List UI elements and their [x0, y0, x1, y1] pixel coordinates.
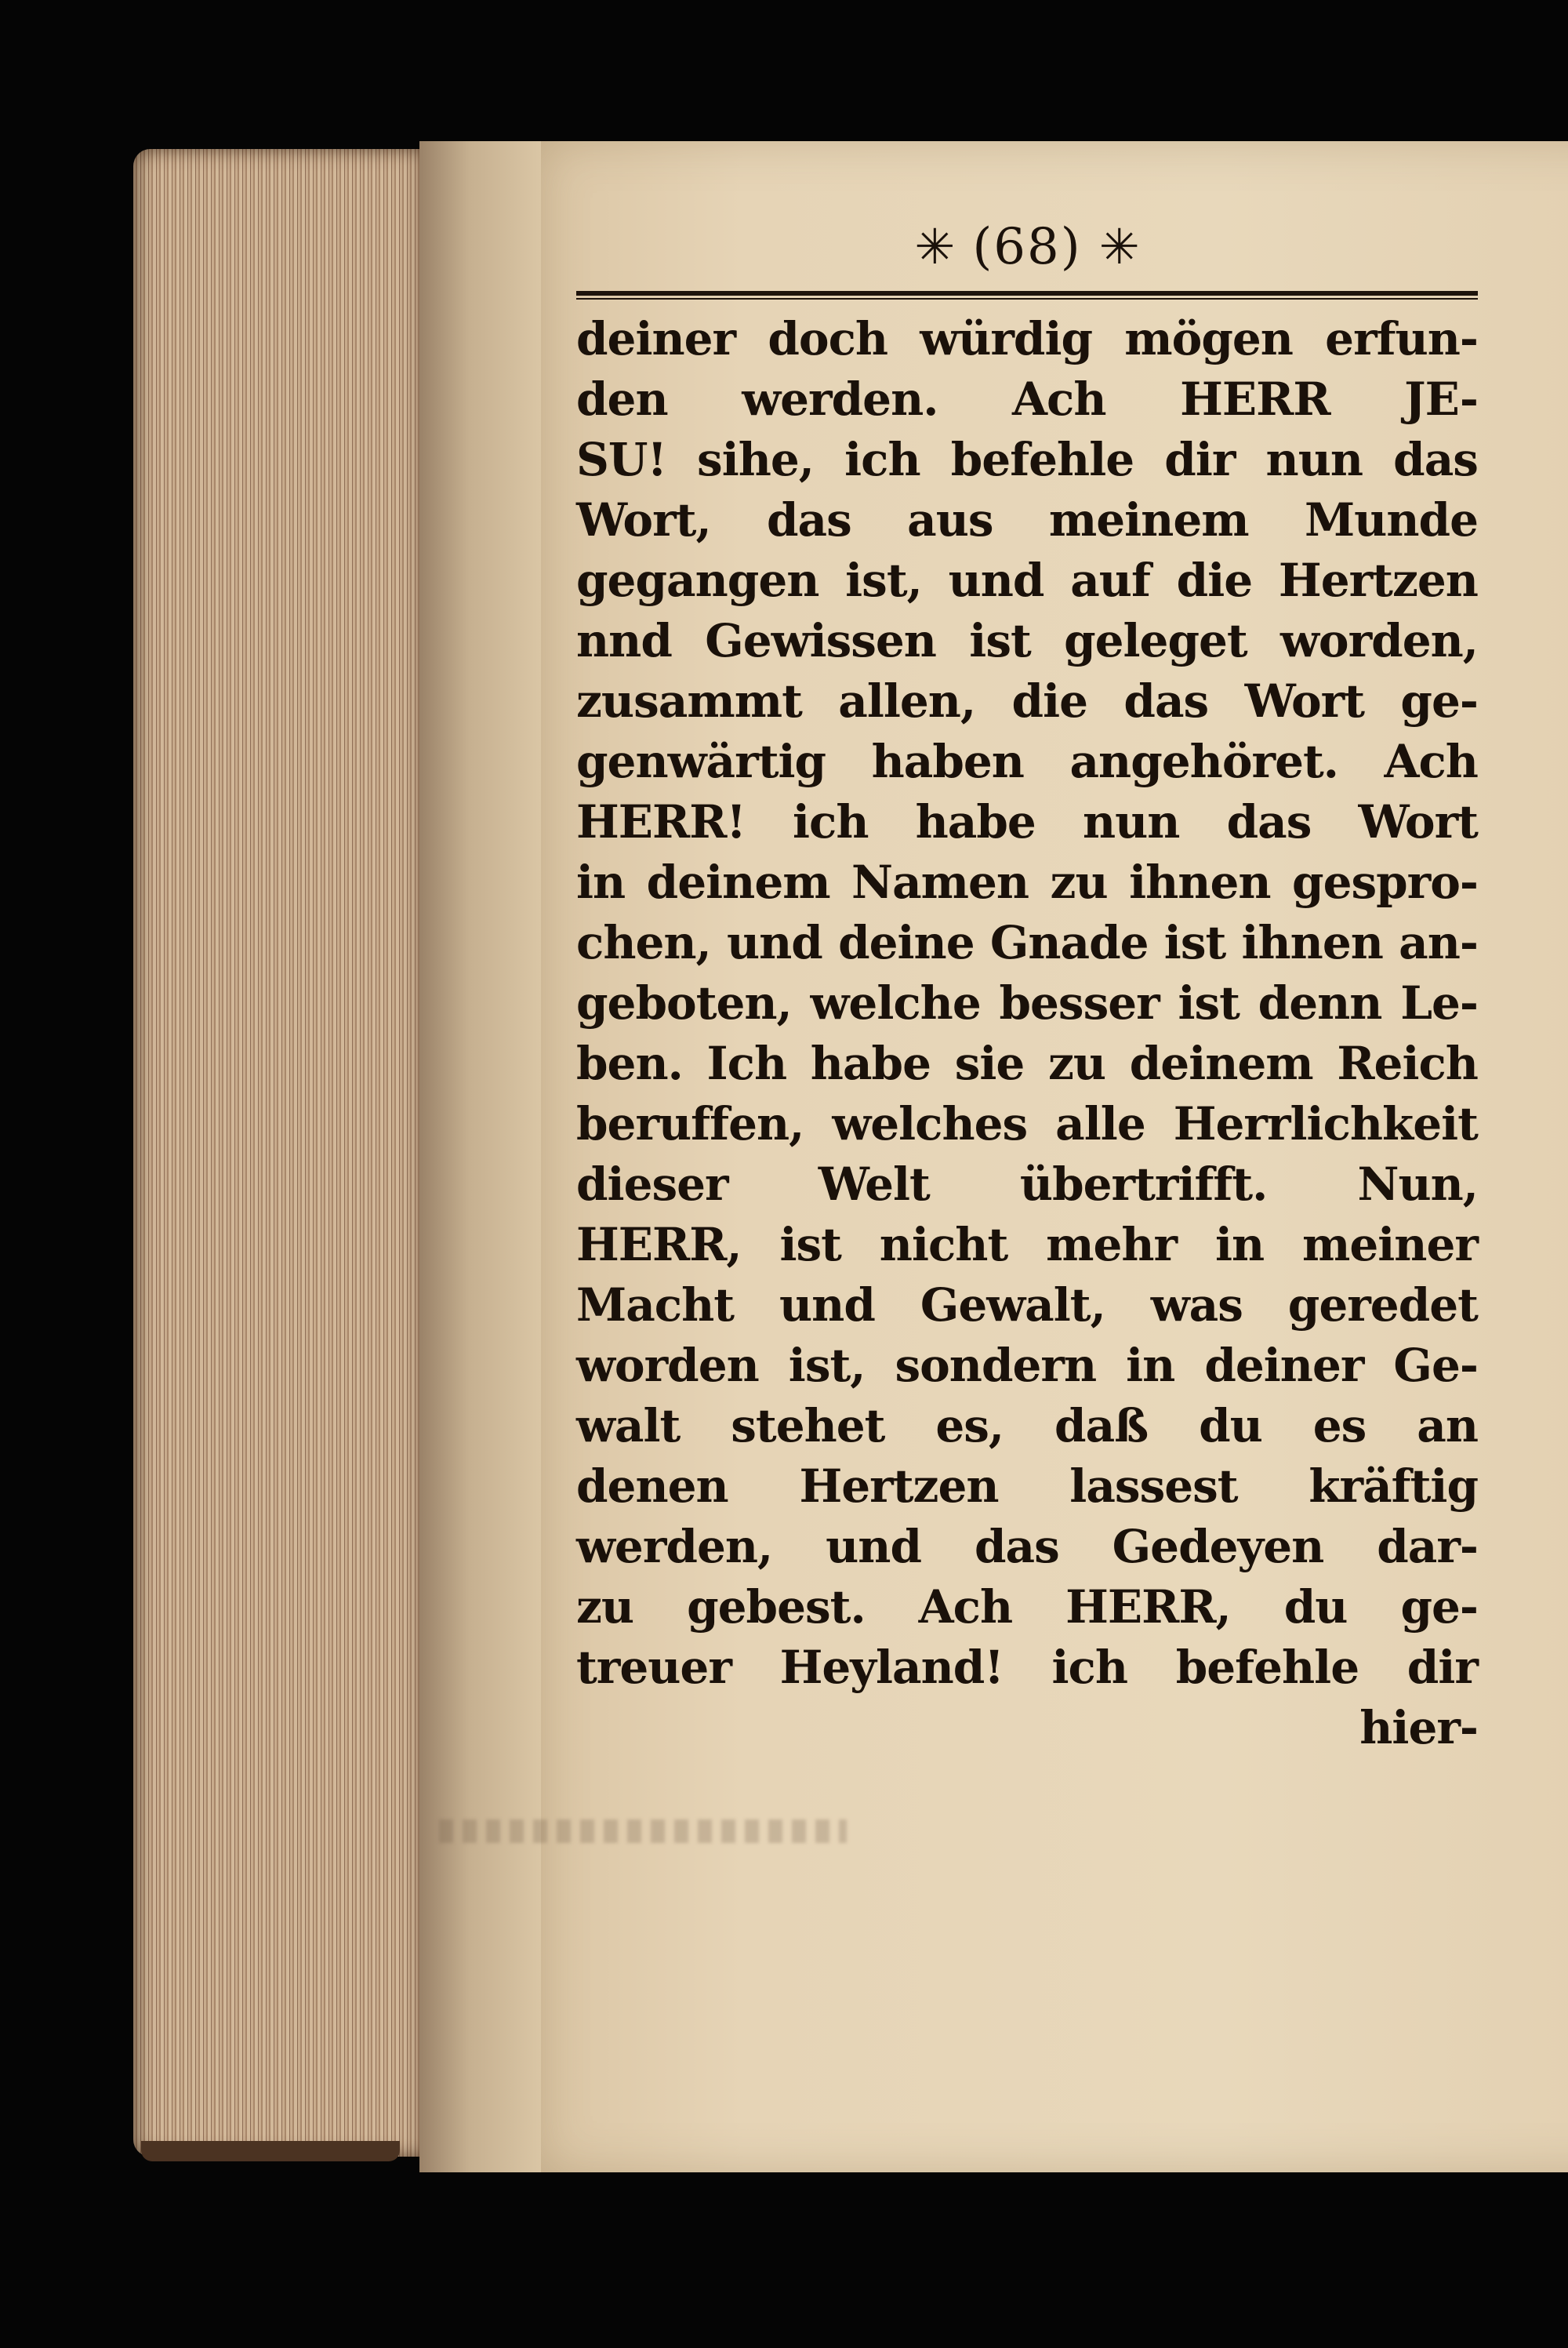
- text-line: [576, 1517, 1478, 1577]
- word: würdig: [920, 312, 1093, 365]
- word: denn: [1258, 976, 1382, 1030]
- catchword: hier-: [1359, 1701, 1478, 1754]
- word: in: [576, 856, 626, 909]
- text-line: [576, 309, 1478, 369]
- word: an: [1417, 1399, 1478, 1452]
- word: geboten,: [576, 976, 792, 1030]
- word: geredet: [1287, 1278, 1478, 1332]
- word: gegangen: [576, 554, 819, 607]
- word: zu: [1047, 1037, 1106, 1090]
- word: Reich: [1337, 1037, 1478, 1090]
- word: Ach: [1012, 373, 1106, 426]
- text-line: [576, 1094, 1478, 1154]
- word: nnd: [576, 614, 672, 667]
- word: erfun-: [1325, 312, 1478, 365]
- word: den: [576, 373, 668, 426]
- word: du: [1283, 1580, 1348, 1634]
- text-block: [576, 208, 1478, 1758]
- word: stehet: [731, 1399, 885, 1452]
- word: Namen: [851, 856, 1029, 909]
- text-line: [576, 1215, 1478, 1275]
- word: genwärtig: [576, 735, 826, 788]
- word: Wort: [1244, 674, 1365, 728]
- word: ist: [1163, 916, 1226, 969]
- word: treuer: [576, 1641, 731, 1694]
- word: es,: [935, 1399, 1004, 1452]
- word: HERR!: [576, 795, 746, 849]
- text-line: [576, 1396, 1478, 1456]
- word: das: [1123, 674, 1209, 728]
- word: doch: [768, 312, 888, 365]
- word: ge-: [1400, 674, 1478, 728]
- word: werden,: [576, 1520, 773, 1573]
- word: befehle: [950, 433, 1134, 486]
- word: ist: [779, 1218, 841, 1271]
- word: Le-: [1400, 976, 1478, 1030]
- word: alle: [1055, 1097, 1145, 1150]
- text-line: [576, 852, 1478, 913]
- word: werden.: [742, 373, 938, 426]
- word: auf: [1070, 554, 1150, 607]
- word: nun: [1265, 433, 1363, 486]
- word: ge-: [1400, 1580, 1478, 1634]
- word: meiner: [1302, 1218, 1478, 1271]
- word: was: [1150, 1278, 1243, 1332]
- word: befehle: [1175, 1641, 1359, 1694]
- word: besser: [999, 976, 1160, 1030]
- word: das: [766, 493, 851, 547]
- word: ist: [969, 614, 1031, 667]
- text-line: [576, 792, 1478, 852]
- text-line: [576, 1456, 1478, 1517]
- word: die: [1176, 554, 1253, 607]
- word: worden,: [1280, 614, 1478, 667]
- word: geleget: [1064, 614, 1247, 667]
- body-text: [576, 309, 1478, 1758]
- word: zu: [1050, 856, 1108, 909]
- text-line: [576, 1577, 1478, 1637]
- word: beruffen,: [576, 1097, 804, 1150]
- word: habe: [810, 1037, 931, 1090]
- word: dir: [1406, 1641, 1478, 1694]
- word: an-: [1399, 916, 1478, 969]
- word: Munde: [1304, 493, 1478, 547]
- word: angehöret.: [1069, 735, 1338, 788]
- word: mehr: [1046, 1218, 1178, 1271]
- word: deine: [838, 916, 975, 969]
- word: in: [1126, 1339, 1175, 1392]
- word: in: [1214, 1218, 1265, 1271]
- word: Gewalt,: [920, 1278, 1105, 1332]
- text-line: [576, 1154, 1478, 1215]
- word: daß: [1054, 1399, 1149, 1452]
- word: und: [779, 1278, 875, 1332]
- asterisk-ornament-icon: ✳: [914, 218, 956, 275]
- word: ben.: [576, 1037, 683, 1090]
- word: denen: [576, 1459, 728, 1513]
- word: Ge-: [1393, 1339, 1478, 1392]
- catchword-line: [576, 1698, 1478, 1758]
- word: das: [1393, 433, 1478, 486]
- word: du: [1199, 1399, 1262, 1452]
- word: Ach: [1384, 735, 1478, 788]
- word: sondern: [895, 1339, 1097, 1392]
- word: gebest.: [687, 1580, 866, 1634]
- word: sie: [954, 1037, 1025, 1090]
- page-number: (68): [972, 218, 1082, 276]
- word: deinem: [646, 856, 830, 909]
- word: aus: [907, 493, 993, 547]
- word: Gewissen: [705, 614, 936, 667]
- text-line: [576, 1637, 1478, 1698]
- word: Gnade: [989, 916, 1149, 969]
- word: das: [974, 1520, 1059, 1573]
- word: und: [726, 916, 822, 969]
- word: lassest: [1069, 1459, 1238, 1513]
- word: welches: [832, 1097, 1028, 1150]
- word: deinem: [1129, 1037, 1313, 1090]
- word: sihe,: [697, 433, 814, 486]
- page-header: [576, 208, 1478, 286]
- word: walt: [576, 1399, 681, 1452]
- word: gespro-: [1292, 856, 1478, 909]
- word: JE-: [1404, 373, 1478, 426]
- word: mögen: [1124, 312, 1293, 365]
- word: ihnen: [1129, 856, 1271, 909]
- word: dieser: [576, 1158, 728, 1211]
- word: allen,: [838, 674, 976, 728]
- word: Herrlichkeit: [1173, 1097, 1478, 1150]
- word: Hertzen: [1278, 554, 1478, 607]
- word: und: [826, 1520, 922, 1573]
- word: dar-: [1377, 1520, 1478, 1573]
- show-through-text: [439, 1819, 847, 1843]
- word: Gedeyen: [1112, 1520, 1324, 1573]
- word: zu: [576, 1580, 634, 1634]
- word: HERR,: [576, 1218, 742, 1271]
- word: es: [1312, 1399, 1367, 1452]
- page-edges: [133, 149, 431, 2157]
- text-line: [576, 671, 1478, 732]
- word: zusammt: [576, 674, 802, 728]
- text-line: [576, 732, 1478, 792]
- word: deiner: [576, 312, 736, 365]
- word: Welt: [818, 1158, 930, 1211]
- asterisk-ornament-icon: ✳: [1098, 218, 1140, 275]
- text-line: [576, 430, 1478, 490]
- word: deiner: [1204, 1339, 1364, 1392]
- word: die: [1011, 674, 1088, 728]
- word: Ach: [918, 1580, 1013, 1634]
- word: HERR: [1180, 373, 1330, 426]
- text-line: [576, 1034, 1478, 1094]
- word: habe: [915, 795, 1036, 849]
- word: chen,: [576, 916, 711, 969]
- text-line: [576, 611, 1478, 671]
- word: Heyland!: [779, 1641, 1004, 1694]
- text-line: [576, 551, 1478, 611]
- word: Nun,: [1357, 1158, 1478, 1211]
- text-line: [576, 369, 1478, 430]
- word: nun: [1082, 795, 1180, 849]
- text-line: [576, 973, 1478, 1034]
- word: Hertzen: [799, 1459, 999, 1513]
- word: HERR,: [1065, 1580, 1231, 1634]
- word: ist: [1178, 976, 1240, 1030]
- word: ich: [792, 795, 869, 849]
- text-line: [576, 490, 1478, 551]
- header-rule: [576, 291, 1478, 300]
- word: Wort,: [576, 493, 711, 547]
- word: nicht: [879, 1218, 1008, 1271]
- page-gutter: [419, 141, 545, 2172]
- text-line: [576, 1336, 1478, 1396]
- word: und: [948, 554, 1044, 607]
- word: übertrifft.: [1019, 1158, 1268, 1211]
- word: worden: [576, 1339, 759, 1392]
- word: dir: [1164, 433, 1236, 486]
- word: ist,: [845, 554, 922, 607]
- word: ist,: [788, 1339, 866, 1392]
- word: SU!: [576, 433, 666, 486]
- text-line: [576, 1275, 1478, 1336]
- word: ich: [844, 433, 920, 486]
- word: kräftig: [1308, 1459, 1478, 1513]
- word: Ich: [706, 1037, 787, 1090]
- word: Wort: [1358, 795, 1478, 849]
- word: Macht: [576, 1278, 735, 1332]
- word: ihnen: [1241, 916, 1383, 969]
- book-cover-edge: [141, 2141, 400, 2161]
- word: welche: [810, 976, 981, 1030]
- word: meinem: [1048, 493, 1249, 547]
- word: das: [1226, 795, 1312, 849]
- text-line: [576, 913, 1478, 973]
- word: ich: [1051, 1641, 1127, 1694]
- word: haben: [871, 735, 1024, 788]
